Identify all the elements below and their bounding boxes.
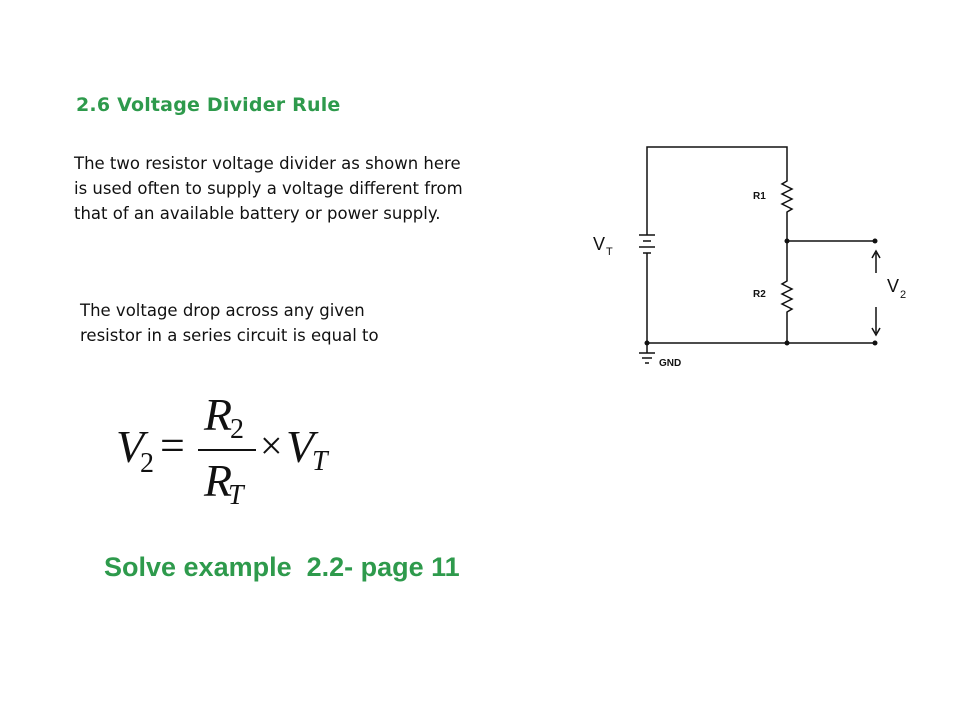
intro-line: that of an available battery or power supply.: [74, 204, 441, 223]
resistor-r1-symbol: [782, 175, 792, 213]
intro-line: is used often to supply a voltage different from: [74, 179, 463, 198]
formula-rhs-subscript: T: [312, 446, 328, 477]
wire-top-loop: [647, 147, 787, 235]
r1-label: R1: [753, 191, 766, 202]
formula-lhs-subscript: 2: [140, 448, 154, 479]
formula-rhs: V: [286, 421, 315, 472]
r2-label: R2: [753, 289, 766, 300]
resistor-r2-symbol: [782, 275, 792, 313]
wire-r2-to-bottom: [647, 263, 787, 343]
rule-paragraph: [80, 298, 460, 348]
ground-icon: [639, 353, 655, 363]
battery-icon: [639, 235, 655, 263]
formula-equals: =: [160, 421, 185, 470]
intro-line: The two resistor voltage divider as shown here: [74, 154, 461, 173]
output-label-subscript: 2: [900, 289, 907, 301]
solve-example-link: Solve example 2.2- page 11: [104, 552, 460, 582]
fraction-bar: [198, 449, 256, 451]
node-dot: [873, 341, 878, 346]
formula-numerator: R: [204, 389, 233, 440]
intro-paragraph: [74, 151, 544, 226]
formula-denominator: R: [204, 455, 233, 506]
source-label-subscript: T: [606, 246, 613, 258]
rule-line: resistor in a series circuit is equal to: [80, 326, 379, 345]
node-dot: [873, 239, 878, 244]
formula-lhs: V: [116, 421, 145, 472]
output-label: V: [887, 276, 900, 296]
formula-times: ×: [260, 423, 283, 468]
voltage-divider-formula: [112, 388, 342, 518]
node-dot: [645, 341, 650, 346]
node-dot: [785, 341, 790, 346]
formula-denominator-subscript: T: [228, 480, 244, 511]
node-dot: [785, 239, 790, 244]
source-label: V: [593, 234, 606, 254]
section-heading: 2.6 Voltage Divider Rule: [76, 94, 341, 116]
ground-label: GND: [659, 358, 682, 369]
formula-numerator-subscript: 2: [230, 414, 244, 445]
voltage-divider-circuit: [585, 135, 930, 385]
rule-line: The voltage drop across any given: [80, 301, 365, 320]
